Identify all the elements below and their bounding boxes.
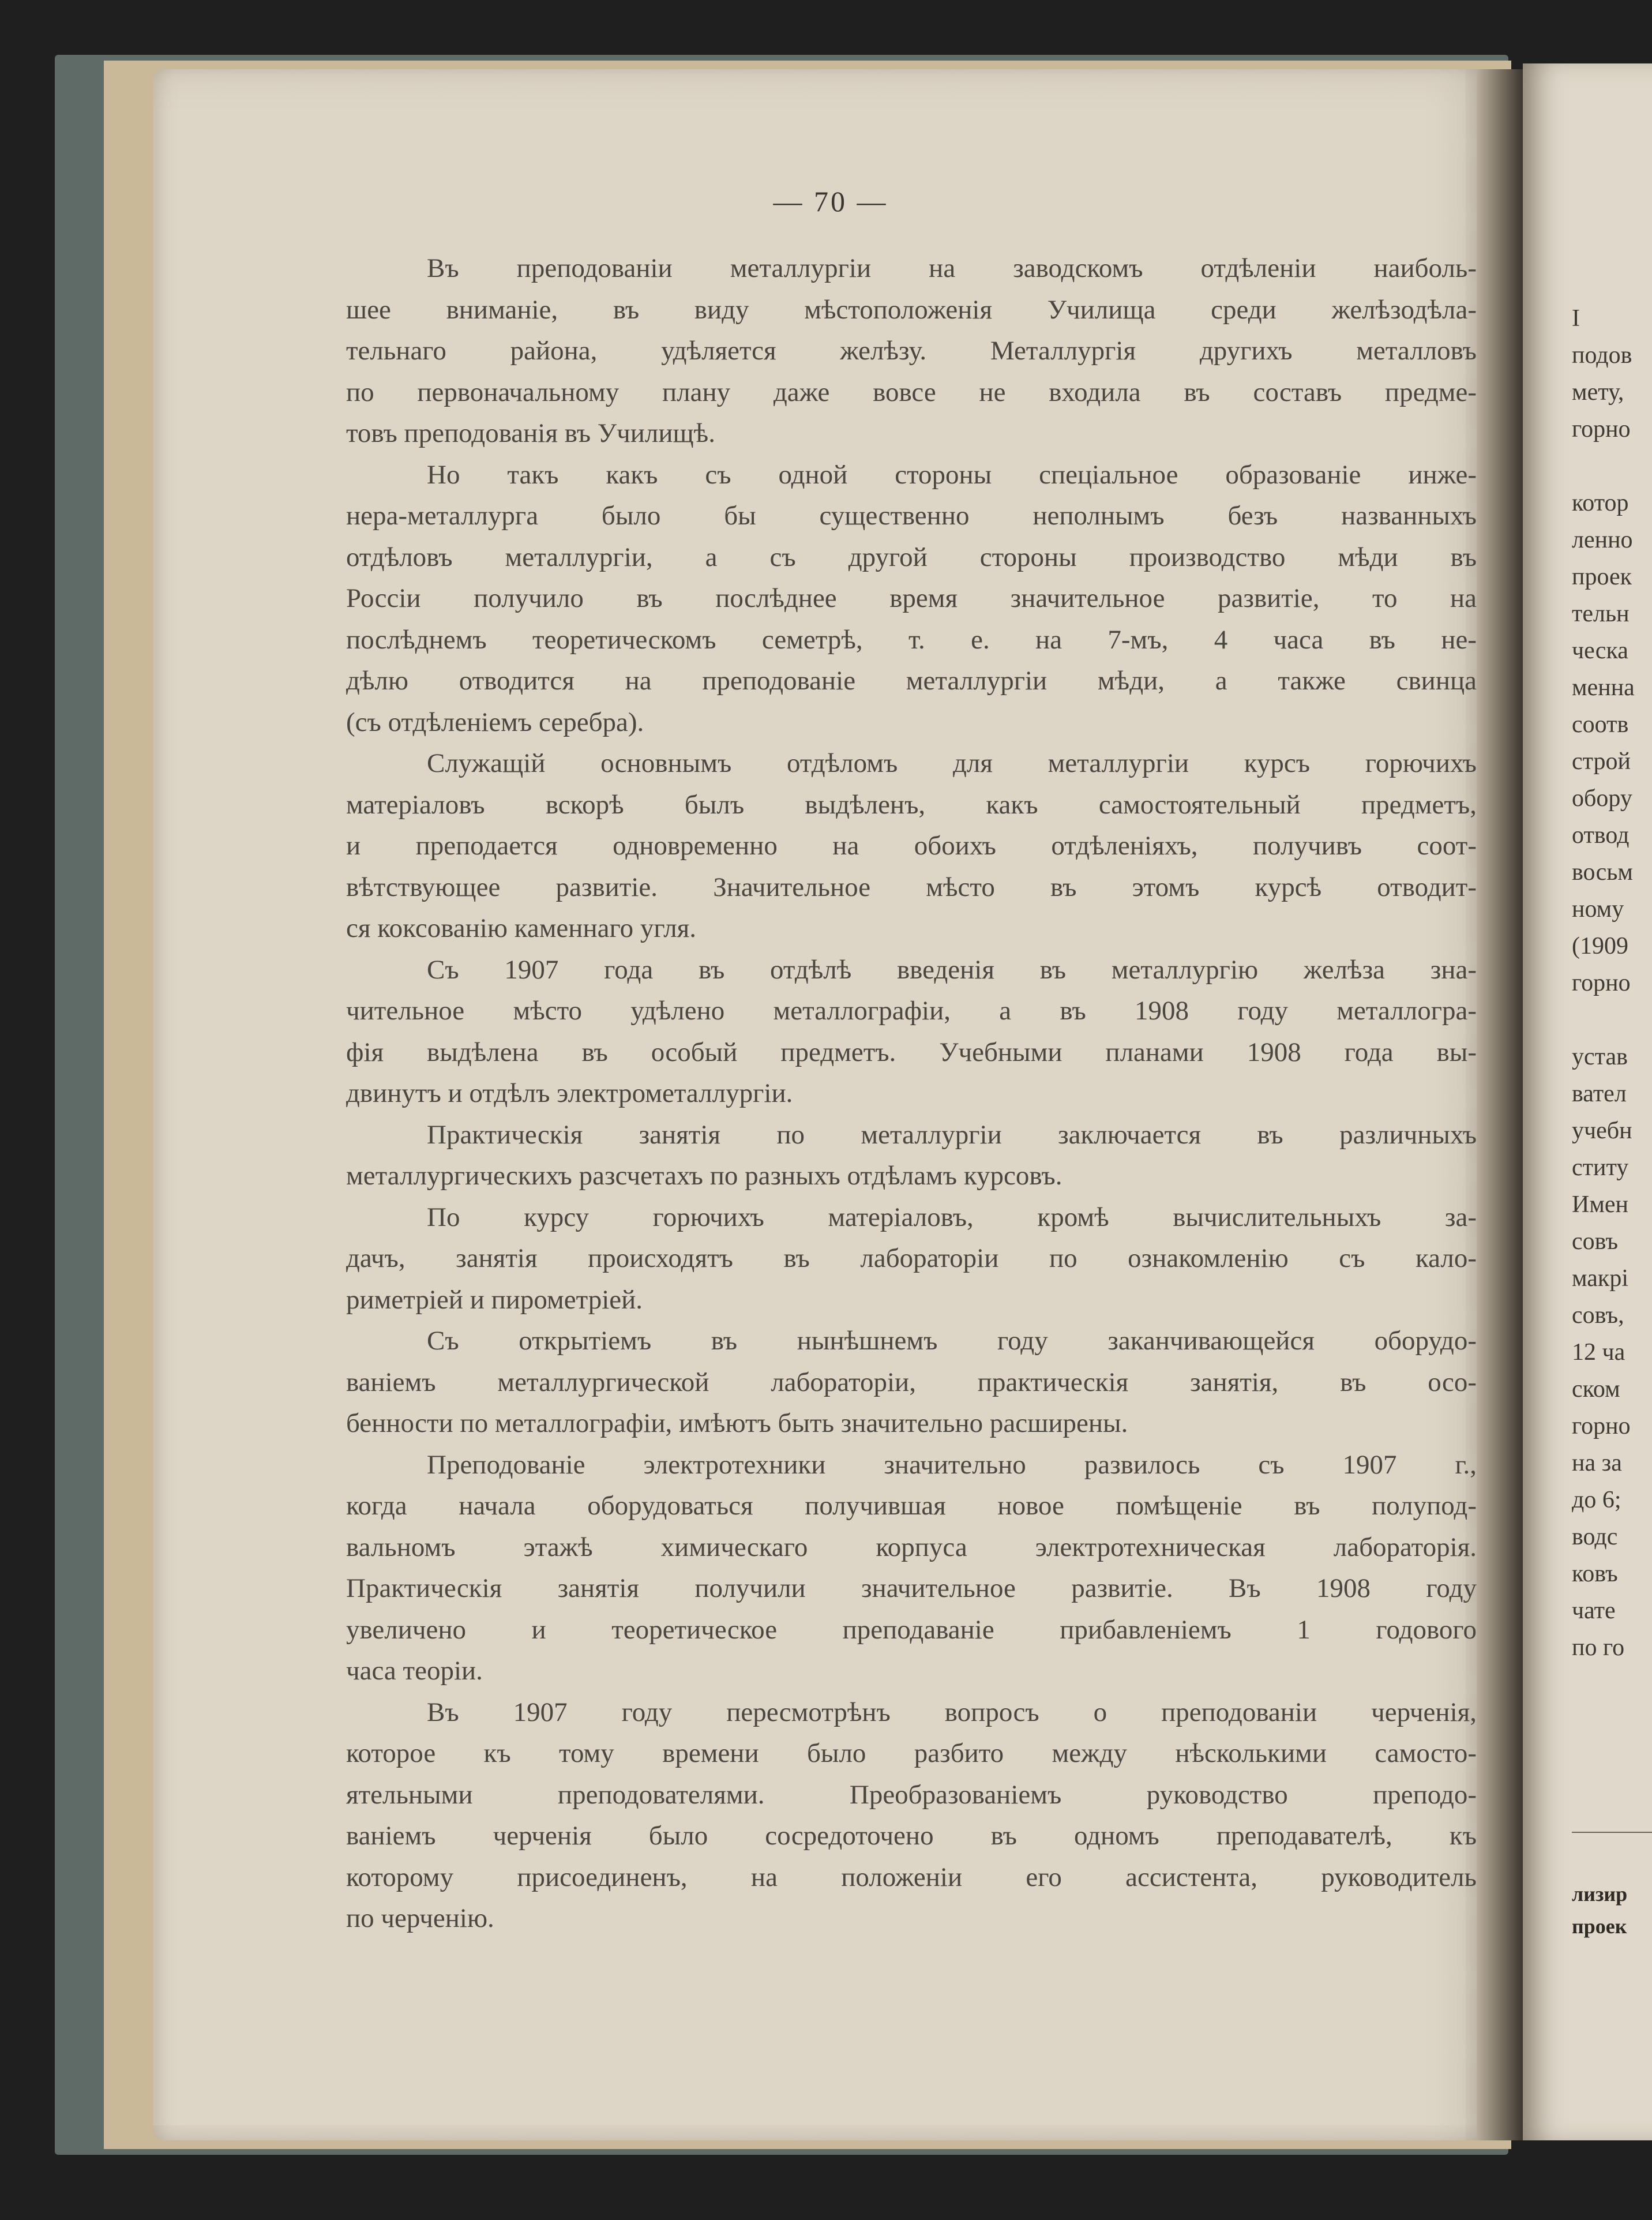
facing-page-line: котор bbox=[1572, 490, 1629, 516]
text-line: бенности по металлографіи, имѣютъ быть значительно расширены. bbox=[346, 1408, 1128, 1438]
text-line: нера-металлурга было бы существенно неполнымъ безъ названныхъ bbox=[346, 501, 1477, 531]
text-line: металлургическихъ разсчетахъ по разныхъ отдѣламъ курсовъ. bbox=[346, 1161, 1062, 1191]
facing-page-line: ленно bbox=[1572, 527, 1633, 553]
text-line: Но такъ какъ съ одной стороны спеціальное образованіе инже- bbox=[427, 459, 1477, 490]
facing-page-line: горно bbox=[1572, 1413, 1631, 1439]
facing-page-line: на за bbox=[1572, 1450, 1622, 1476]
paragraph bbox=[346, 743, 1477, 950]
paragraph bbox=[346, 455, 1477, 744]
text-line: Служащій основнымъ отдѣломъ для металлургіи курсъ горючихъ bbox=[427, 748, 1477, 778]
book-gutter bbox=[1477, 69, 1529, 2140]
facing-page-line: учебн bbox=[1572, 1118, 1632, 1144]
text-line: дѣлю отводится на преподованіе металлургіи мѣди, а также свинца bbox=[346, 666, 1477, 696]
facing-page-line: 12 ча bbox=[1572, 1339, 1625, 1366]
text-line: дачъ, занятія происходятъ въ лабораторіи по ознакомленію съ кало- bbox=[346, 1243, 1477, 1273]
facing-page-line: строй bbox=[1572, 748, 1631, 775]
text-line: ваніемъ черченія было сосредоточено въ одномъ преподавателѣ, къ bbox=[346, 1821, 1477, 1851]
paragraph bbox=[346, 1445, 1477, 1692]
text-line: ваніемъ металлургической лабораторіи, практическія занятія, въ осо- bbox=[346, 1367, 1477, 1397]
facing-page-text bbox=[1572, 300, 1652, 1666]
text-line: вальномъ этажѣ химическаго корпуса электротехническая лабораторія. bbox=[346, 1532, 1477, 1562]
text-line: (съ отдѣленіемъ серебра). bbox=[346, 707, 644, 737]
facing-page-line: ститу bbox=[1572, 1154, 1629, 1181]
facing-page-line: тельн bbox=[1572, 601, 1630, 627]
text-line: и преподается одновременно на обоихъ отдѣленіяхъ, получивъ соот- bbox=[346, 831, 1477, 861]
paragraph bbox=[346, 1692, 1477, 1940]
text-line: по черченію. bbox=[346, 1903, 494, 1933]
text-line: ятельными преподователями. Преобразованіемъ руководство преподо- bbox=[346, 1779, 1477, 1810]
text-line: риметріей и пирометріей. bbox=[346, 1284, 643, 1315]
text-line: послѣднемъ теоретическомъ семетрѣ, т. е. на 7-мъ, 4 часа въ не- bbox=[346, 624, 1477, 655]
footnote-divider bbox=[1572, 1832, 1652, 1833]
text-line: матеріаловъ вскорѣ былъ выдѣленъ, какъ самостоятельный предметъ, bbox=[346, 789, 1477, 820]
facing-page-line: совъ, bbox=[1572, 1302, 1624, 1329]
text-line: Практическія занятія получили значительное развитіе. Въ 1908 году bbox=[346, 1573, 1477, 1603]
paragraph bbox=[346, 950, 1477, 1115]
facing-page-line: отвод bbox=[1572, 822, 1630, 849]
facing-page-line: ском bbox=[1572, 1376, 1620, 1402]
facing-page-line bbox=[1572, 1002, 1652, 1038]
facing-page-line: до 6; bbox=[1572, 1487, 1621, 1513]
paragraph bbox=[346, 1321, 1477, 1445]
text-line: отдѣловъ металлургіи, а съ другой стороны производство мѣди въ bbox=[346, 542, 1477, 572]
facing-page-line: совъ bbox=[1572, 1228, 1619, 1255]
facing-page-footnote-line: лизир bbox=[1572, 1882, 1628, 1906]
text-line: когда начала оборудоваться получившая новое помѣщеніе въ полупод- bbox=[346, 1491, 1477, 1521]
facing-page-line: I bbox=[1572, 305, 1580, 332]
facing-page-line: Имен bbox=[1572, 1191, 1629, 1218]
facing-page-line: горно bbox=[1572, 416, 1631, 442]
text-line: По курсу горючихъ матеріаловъ, кромѣ вычислительныхъ за- bbox=[427, 1202, 1477, 1232]
text-line: увеличено и теоретическое преподаваніе прибавленіемъ 1 годового bbox=[346, 1614, 1477, 1645]
facing-page-line: менна bbox=[1572, 674, 1635, 701]
text-line: двинутъ и отдѣлъ электрометаллургіи. bbox=[346, 1078, 793, 1108]
text-line: Россіи получило въ послѣднее время значительное развитіе, то на bbox=[346, 583, 1477, 613]
facing-page-line: подов bbox=[1572, 342, 1632, 369]
facing-page-line: (1909 bbox=[1572, 933, 1628, 959]
text-line: Съ открытіемъ въ нынѣшнемъ году заканчивающейся оборудо- bbox=[427, 1326, 1477, 1356]
text-line: Съ 1907 года въ отдѣлѣ введенія въ металлургію желѣза зна- bbox=[427, 954, 1477, 985]
page-body bbox=[346, 248, 1477, 1940]
facing-page-line: соотв bbox=[1572, 711, 1629, 738]
facing-page-line: горно bbox=[1572, 970, 1631, 996]
facing-page-line: макрі bbox=[1572, 1265, 1629, 1292]
paragraph bbox=[346, 1197, 1477, 1321]
facing-page-line: мету, bbox=[1572, 379, 1624, 406]
text-line: которое къ тому времени было разбито между нѣсколькими самосто- bbox=[346, 1738, 1477, 1768]
text-line: Практическія занятія по металлургіи заключается въ различныхъ bbox=[427, 1119, 1477, 1150]
facing-page-line: восьм bbox=[1572, 859, 1633, 886]
facing-page-line: ному bbox=[1572, 896, 1624, 922]
facing-page-line: ческа bbox=[1572, 638, 1628, 664]
text-line: тельнаго района, удѣляется желѣзу. Металлургія другихъ металловъ bbox=[346, 336, 1477, 366]
text-line: Преподованіе электротехники значительно развилось съ 1907 г., bbox=[427, 1449, 1477, 1480]
text-line: фія выдѣлена въ особый предметъ. Учебными планами 1908 года вы- bbox=[346, 1037, 1477, 1067]
facing-page-line: чате bbox=[1572, 1597, 1616, 1624]
text-line: товъ преподованія въ Училищѣ. bbox=[346, 418, 715, 448]
facing-page-line: ковъ bbox=[1572, 1561, 1618, 1587]
text-line: Въ 1907 году пересмотрѣнъ вопросъ о преподованіи черченія, bbox=[427, 1697, 1477, 1727]
paragraph bbox=[346, 248, 1477, 455]
facing-page-footnote bbox=[1572, 1878, 1652, 1942]
facing-page-line: вател bbox=[1572, 1081, 1627, 1107]
facing-page-line: устав bbox=[1572, 1044, 1628, 1070]
paragraph bbox=[346, 1115, 1477, 1197]
facing-page-line: по го bbox=[1572, 1634, 1625, 1661]
facing-page-line: обору bbox=[1572, 785, 1632, 812]
facing-page-footnote-line: проек bbox=[1572, 1915, 1627, 1938]
facing-page-line bbox=[1572, 448, 1652, 485]
text-line: ся коксованію каменнаго угля. bbox=[346, 913, 697, 943]
text-line: чительное мѣсто удѣлено металлографіи, а въ 1908 году металлогра- bbox=[346, 996, 1477, 1026]
text-line: по первоначальному плану даже вовсе не входила въ составъ предме- bbox=[346, 377, 1477, 407]
text-line: Въ преподованіи металлургіи на заводскомъ отдѣленіи наиболь- bbox=[427, 253, 1477, 283]
text-line: шее вниманіе, въ виду мѣстоположенія Училища среди желѣзодѣла- bbox=[346, 294, 1477, 325]
text-line: вѣтствующее развитіе. Значительное мѣсто въ этомъ курсѣ отводит- bbox=[346, 872, 1477, 902]
facing-page-line: водс bbox=[1572, 1524, 1618, 1550]
text-line: которому присоединенъ, на положеніи его ассистента, руководитель bbox=[346, 1862, 1477, 1892]
page-number: — 70 — bbox=[773, 185, 888, 217]
text-line: часа теоріи. bbox=[346, 1656, 483, 1686]
facing-page-line: проек bbox=[1572, 564, 1632, 590]
